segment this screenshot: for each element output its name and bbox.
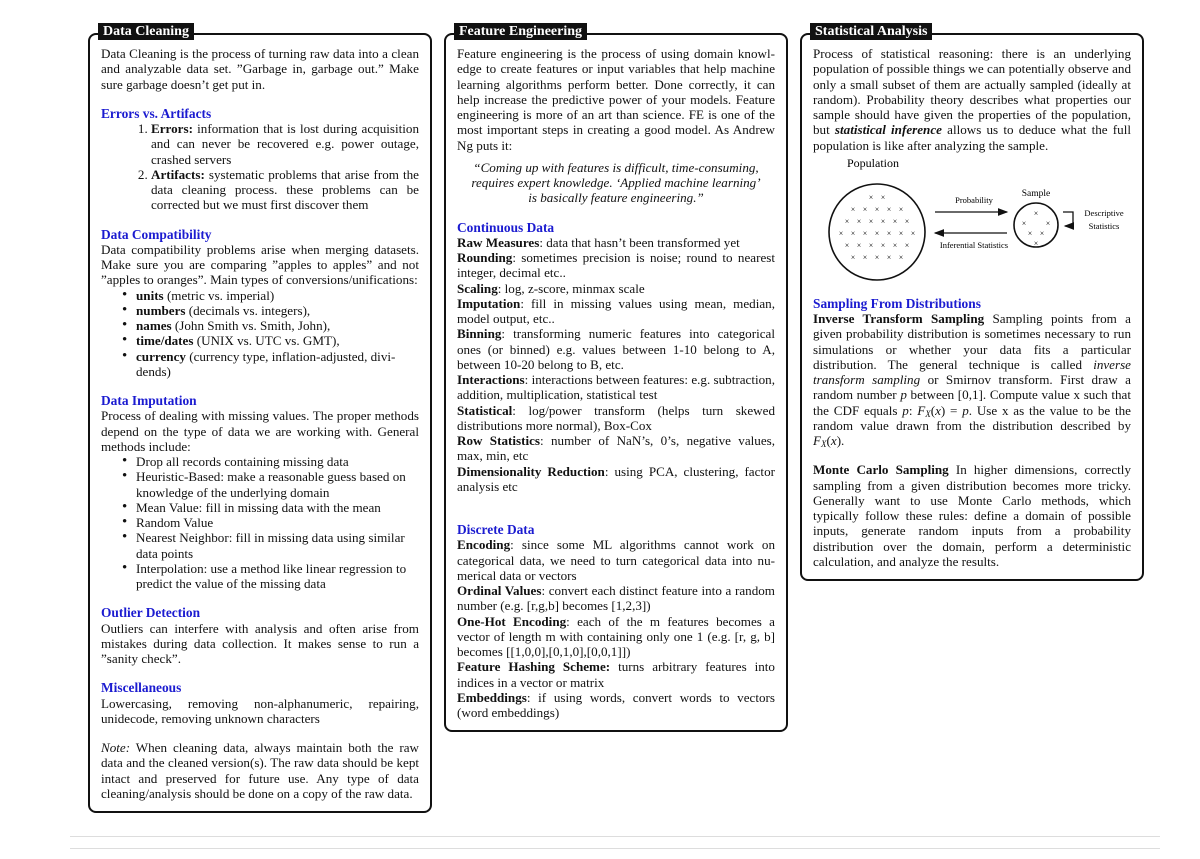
- spacer: [813, 448, 1131, 462]
- bold-term: Binning: [457, 326, 502, 342]
- x-mark: ×: [850, 204, 856, 214]
- text-run: Drop all records containing missing data: [136, 454, 349, 469]
- spacer: [101, 726, 419, 740]
- paragraph: [457, 235, 775, 250]
- list-item: [136, 318, 419, 333]
- paragraph: [457, 433, 775, 464]
- x-mark: ×: [892, 240, 898, 250]
- list-item: [136, 454, 419, 469]
- descriptive-statistics-label: Statistics: [1088, 220, 1120, 231]
- bold-term: Feature Hashing Scheme:: [457, 659, 611, 675]
- bold-term: Monte Carlo Sampling: [813, 462, 949, 478]
- paragraph: [457, 281, 775, 296]
- paragraph: [457, 464, 775, 495]
- bold-term: time/dates: [136, 333, 194, 349]
- sample-label: Sample: [1021, 188, 1051, 199]
- list-item: [136, 303, 419, 318]
- text-run: information that is lost during acquisition and can never be recovered e.g. power outage, crashed servers: [151, 121, 419, 167]
- quote: “Coming up with features is difficult, time-consuming, requires expert knowledge. ‘Applied machine learning’ is basically feature engineering.”: [471, 159, 761, 206]
- text-run: (John Smith vs. Smith, John),: [171, 318, 331, 333]
- bold-term: currency: [136, 348, 186, 364]
- bold-term: Imputation: [457, 295, 521, 311]
- bold-term: Interactions: [457, 372, 525, 387]
- divider: [70, 836, 1160, 837]
- x-mark: ×: [1033, 238, 1039, 248]
- bold-term: Raw Measures: [457, 234, 540, 250]
- list-item: [136, 561, 419, 592]
- italic-text: inverse transform sampling: [813, 356, 1131, 387]
- bold-term: Row Statistics: [457, 433, 540, 448]
- text-run: Process of dealing with missing values. The proper methods depend on the type of data we are working with. General methods include:: [101, 408, 419, 454]
- italic-text: Note:: [101, 740, 131, 755]
- text-run: : since some ML algorithms cannot work on categorical data, we need to turn categorical data into numerical data or vectors: [457, 537, 775, 583]
- x-mark: ×: [898, 228, 904, 238]
- italic-text: x: [830, 433, 837, 448]
- subscript: X: [925, 408, 931, 419]
- x-mark: ×: [880, 216, 886, 226]
- bullet-list: [101, 454, 419, 591]
- text-run: Mean Value: fill in missing data with the mean: [136, 499, 381, 515]
- paragraph: [457, 372, 775, 403]
- list-item: [151, 167, 419, 213]
- bold-term: Rounding: [457, 250, 513, 265]
- x-mark: ×: [844, 240, 850, 250]
- italic-text: p: [962, 402, 969, 418]
- list-item: [136, 349, 419, 380]
- bold-term: Inverse Transform Sampling: [813, 311, 985, 326]
- x-mark: ×: [850, 252, 856, 262]
- text-run: In higher dimensions, correctly sampling from a given distribution becomes more tricky. Generally want to use Monte Carlo methods, which typically follow these rules: define a domain of possible inputs, generate random inputs from a probability distribution over the domain, perform a deterministic calculation, and analyze the results.: [813, 462, 1131, 569]
- statistical-analysis-panel: [800, 24, 1144, 581]
- bold-term: Artifacts:: [151, 166, 205, 182]
- text-run: Sampling points from a given probability distribution is sometimes necessary to run simulations or whether your data fits a particular distribution. The general technique is called: [813, 311, 1131, 372]
- inferential-statistics-label: Inferential Statistics: [939, 239, 1009, 250]
- panel-content: [101, 46, 419, 801]
- descriptive-statistics-arrow: [1063, 212, 1073, 226]
- bold-term: names: [136, 318, 172, 333]
- text-run: allows us to deduce what the full population is like after analyzing the sample.: [813, 122, 1131, 153]
- x-mark: ×: [1033, 208, 1039, 218]
- paragraph: [457, 659, 775, 690]
- paragraph: [813, 311, 1131, 448]
- x-mark: ×: [844, 216, 850, 226]
- x-mark: ×: [862, 204, 868, 214]
- text-run: systematic problems that arise from the data cleaning process. these problems can be corrected but we must first discover them: [151, 166, 419, 213]
- paragraph: [457, 296, 775, 327]
- paragraph: [457, 250, 775, 281]
- text-run: Lowercasing, removing non-alphanumeric, repairing, unidecode, removing unknown characters: [101, 695, 419, 726]
- section-heading: Sampling From Distributions: [813, 295, 981, 311]
- paragraph: [457, 46, 775, 153]
- list-item: [136, 333, 419, 348]
- text-run: (decimals vs. integers),: [185, 302, 311, 318]
- paragraph: [457, 537, 775, 583]
- paragraph: [101, 242, 419, 288]
- text-run: : if using words, convert words to vectors (word embeddings): [457, 689, 775, 720]
- x-mark: ×: [868, 216, 874, 226]
- paragraph: [457, 326, 775, 372]
- x-mark: ×: [856, 216, 862, 226]
- list-item: [151, 121, 419, 167]
- descriptive-statistics-label: Descriptive: [1084, 207, 1124, 218]
- population-marks: [839, 193, 916, 262]
- list-item: [136, 288, 419, 303]
- divider: [70, 848, 1160, 849]
- population-label: Population: [846, 155, 900, 170]
- text-run: Heuristic-Based: make a reasonable guess based on knowledge of the underlying domain: [136, 469, 406, 500]
- bold-term: Scaling: [457, 280, 498, 296]
- paragraph: [101, 696, 419, 727]
- bold-term: numbers: [136, 302, 186, 318]
- x-mark: ×: [874, 228, 880, 238]
- text-run: (: [826, 433, 831, 448]
- text-run: turns arbitrary features into indices in a vector or matrix: [457, 659, 775, 690]
- numbered-list: [101, 121, 419, 213]
- x-mark: ×: [874, 252, 880, 262]
- panel-title: Data Cleaning: [98, 23, 194, 40]
- spacer: [457, 494, 775, 508]
- sample-marks: [1022, 209, 1051, 248]
- bold-term: Statistical: [457, 402, 513, 418]
- panel-title: Feature Engineering: [454, 23, 587, 40]
- x-mark: ×: [868, 240, 874, 250]
- bold-term: One-Hot Encoding: [457, 613, 567, 629]
- section-heading: Outlier Detection: [101, 605, 201, 621]
- paragraph: [457, 403, 775, 434]
- text-run: Data compatibility problems arise when merging datasets. Make sure you are comparing ”apples to apples” and not ”apples to oranges”. Main types of conversions/unifications:: [101, 241, 419, 288]
- x-mark: ×: [886, 228, 892, 238]
- italic-text: F: [917, 402, 926, 418]
- section-heading: Errors vs. Artifacts: [101, 105, 212, 121]
- text-run: Feature engineering is the process of using domain knowledge to create features or input variables that help machine learning algorithms perform better. Done correctly, it can help increase the predictive power of your models. Feature engineering is more of an art than science. FE is one of the most important steps in creating a good model. As Andrew Ng puts it:: [457, 46, 775, 153]
- panel-title: Statistical Analysis: [810, 23, 932, 40]
- italic-text: F: [813, 433, 821, 448]
- x-mark: ×: [892, 216, 898, 226]
- text-run: Interpolation: use a method like linear regression to predict the value of the missing data: [136, 560, 407, 591]
- italic-text: p: [900, 387, 907, 403]
- x-mark: ×: [1045, 218, 1051, 228]
- italic-text: x: [935, 402, 941, 418]
- bold-italic-text: statistical inference: [834, 122, 942, 138]
- text-run: Random Value: [136, 515, 214, 530]
- list-item: [136, 530, 419, 561]
- x-mark: ×: [838, 228, 844, 238]
- x-mark: ×: [868, 192, 874, 202]
- text-run: . Use x as the value to be the random value drawn from the distribution described by: [813, 402, 1131, 433]
- text-run: (UNIX vs. UTC vs. GMT),: [193, 333, 340, 349]
- section-heading: Continuous Data: [457, 219, 555, 235]
- paragraph: [101, 740, 419, 801]
- text-run: Nearest Neighbor: fill in missing data using similar data points: [136, 530, 405, 561]
- x-mark: ×: [898, 252, 904, 262]
- bold-term: Encoding: [457, 537, 511, 553]
- list-item: [136, 469, 419, 500]
- text-run: : interactions between features: e.g. subtraction, addition, multiplication, statistical test: [457, 372, 775, 403]
- text-run: (: [930, 402, 936, 418]
- paragraph: [457, 690, 775, 721]
- italic-text: p: [902, 402, 909, 418]
- x-mark: ×: [904, 216, 910, 226]
- x-mark: ×: [904, 240, 910, 250]
- text-run: ) =: [940, 402, 963, 418]
- paragraph: [101, 46, 419, 92]
- text-run: ).: [836, 433, 845, 448]
- subscript: X: [821, 439, 827, 449]
- x-mark: ×: [1039, 228, 1045, 238]
- data-cleaning-panel: [88, 24, 432, 813]
- panel-content: [813, 46, 1131, 569]
- x-mark: ×: [862, 228, 868, 238]
- text-run: Outliers can interfere with analysis and often arise from mistakes during data collection. It makes sense to run a ”sanity check”.: [101, 620, 419, 666]
- population-sample-diagram: [813, 156, 1143, 282]
- paragraph: [457, 583, 775, 614]
- paragraph: [813, 46, 1131, 153]
- text-run: Data Cleaning is the process of turning raw data into a clean and analyzable data set. ”Garbage in, garbage out.” Make sure garbage doesn’t get put in.: [101, 46, 419, 92]
- x-mark: ×: [880, 240, 886, 250]
- text-run: : number of NaN’s, 0’s, negative values, max, min, etc: [457, 433, 775, 464]
- text-run: : log, z-score, minmax scale: [497, 280, 645, 296]
- feature-engineering-panel: [444, 24, 788, 732]
- x-mark: ×: [1027, 228, 1033, 238]
- text-run: (metric vs. imperial): [163, 287, 275, 303]
- x-mark: ×: [886, 204, 892, 214]
- section-heading: Miscellaneous: [101, 680, 182, 696]
- section-heading: Data Imputation: [101, 393, 197, 408]
- x-mark: ×: [898, 204, 904, 214]
- text-run: : sometimes precision is noise; round to nearest integer, decimal etc..: [457, 250, 775, 281]
- x-mark: ×: [874, 204, 880, 214]
- text-run: : data that hasn’t been transformed yet: [539, 234, 740, 250]
- bold-term: units: [136, 287, 164, 303]
- panel-content: [457, 46, 775, 720]
- text-run: : fill in missing values using mean, median, model output, etc..: [457, 295, 775, 326]
- x-mark: ×: [910, 228, 916, 238]
- paragraph: [101, 408, 419, 454]
- text-run: : transforming numeric features into categorical ones (or binned) e.g. values between 1-10 belong to A, between 10-20 belong to B, etc.: [457, 326, 775, 372]
- probability-label: Probability: [955, 194, 993, 205]
- list-item: [136, 515, 419, 530]
- section-heading: Data Compatibility: [101, 226, 212, 242]
- text-run: or Smirnov transform. First draw a random number: [813, 372, 1131, 403]
- text-run: When cleaning data, always maintain both the raw data and the cleaned version(s). The raw data should be kept intact and preserved for future use. Any type of data cleaning/analysis should be done on a copy of the raw data.: [101, 740, 419, 801]
- bold-term: Errors:: [151, 121, 193, 136]
- bullet-list: [101, 288, 419, 380]
- text-run: : convert each distinct feature into a random number (e.g. [r,g,b] becomes [1,2,3]): [457, 583, 775, 614]
- text-run: : log/power transform (helps turn skewed distributions more normal), Box-Cox: [457, 402, 775, 433]
- paragraph: [813, 462, 1131, 569]
- bold-term: Embeddings: [457, 689, 527, 705]
- x-mark: ×: [1021, 218, 1027, 228]
- x-mark: ×: [850, 228, 856, 238]
- text-run: Process of statistical reasoning: there is an underlying population of possible things we can potentially observe and only a small subset of them are actually sampled (ideally at random). Probability theory describes what properties our sample should have given the properties of the population, but: [813, 46, 1131, 138]
- x-mark: ×: [862, 252, 868, 262]
- x-mark: ×: [886, 252, 892, 262]
- text-run: between [0,1]. Compute value x such that the CDF equals: [813, 387, 1131, 418]
- paragraph: [101, 621, 419, 667]
- bold-term: Dimensionality Reduction: [457, 463, 605, 479]
- list-item: [136, 500, 419, 515]
- x-mark: ×: [856, 240, 862, 250]
- paragraph: [457, 614, 775, 660]
- x-mark: ×: [880, 192, 886, 202]
- text-run: :: [908, 402, 918, 418]
- section-heading: Discrete Data: [457, 522, 535, 537]
- text-run: : each of the m features becomes a vector of length m with containing only one 1 (e.g. [r, g, b] becomes [[1,0,0],[0,1,0],[0,0,1]]): [457, 613, 775, 659]
- text-run: : using PCA, clustering, factor analysis etc: [457, 463, 775, 494]
- text-run: (currency type, inflation-adjusted, dividends): [136, 348, 396, 379]
- bold-term: Ordinal Values: [457, 583, 542, 598]
